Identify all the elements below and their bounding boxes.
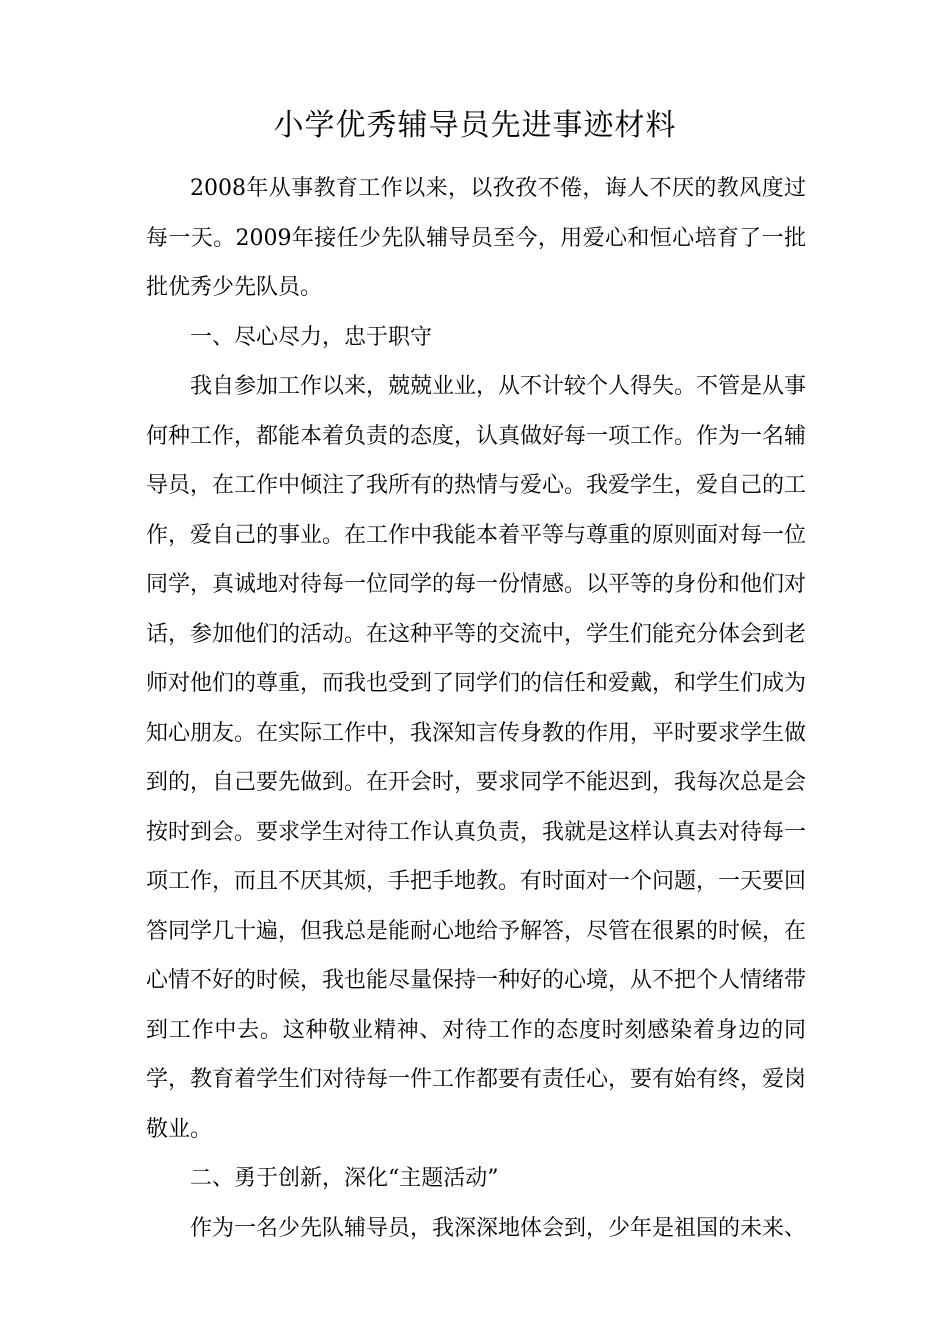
section-heading-1: 一、尽心尽力，忠于职守 [190, 324, 433, 350]
section-1-paragraph: 我自参加工作以来，兢兢业业，从不计较个人得失。不管是从事何种工作，都能本着负责的态度，认真做好每一项工作。作为一名辅导员，在工作中倾注了我所有的热情与爱心。我爱学生，爱自己的工作，爱自己的事业。在工作中我能本着平等与尊重的原则面对每一位同学，真诚地对待每一位同学的每一份情感。以平等的身份和他们对话，参加他们的活动。在这种平等的交流中，学生们能充分体会到老师对他们的尊重，而我也受到了同学们的信任和爱戴，和学生们成为知心朋友。在实际工作中，我深知言传身教的作用，平时要求学生做到的，自己要先做到。在开会时，要求同学不能迟到，我每次总是会按时到会。要求学生对待工作认真负责，我就是这样认真去对待每一项工作，而且不厌其烦，手把手地教。有时面对一个问题，一天要回答同学几十遍，但我总是能耐心地给予解答，尽管在很累的时候，在心情不好的时候，我也能尽量保持一种好的心境，从不把个人情绪带到工作中去。这种敬业精神、对待工作的态度时刻感染着身边的同学，教育着学生们对待每一件工作都要有责任心，要有始有终，爱岗敬业。 [146, 374, 807, 1142]
intro-paragraph: 2008年从事教育工作以来，以孜孜不倦，诲人不厌的教风度过每一天。2009年接任少先队辅导员至今，用爱心和恒心培育了一批批优秀少先队员。 [146, 176, 806, 300]
section-2-paragraph: 作为一名少先队辅导员，我深深地体会到，少年是祖国的未来、 [190, 1215, 807, 1241]
section-heading-2: 二、勇于创新，深化“主题活动” [190, 1166, 499, 1191]
document-body [146, 164, 806, 1253]
document-title: 小学优秀辅导员先进事迹材料 [273, 108, 677, 143]
